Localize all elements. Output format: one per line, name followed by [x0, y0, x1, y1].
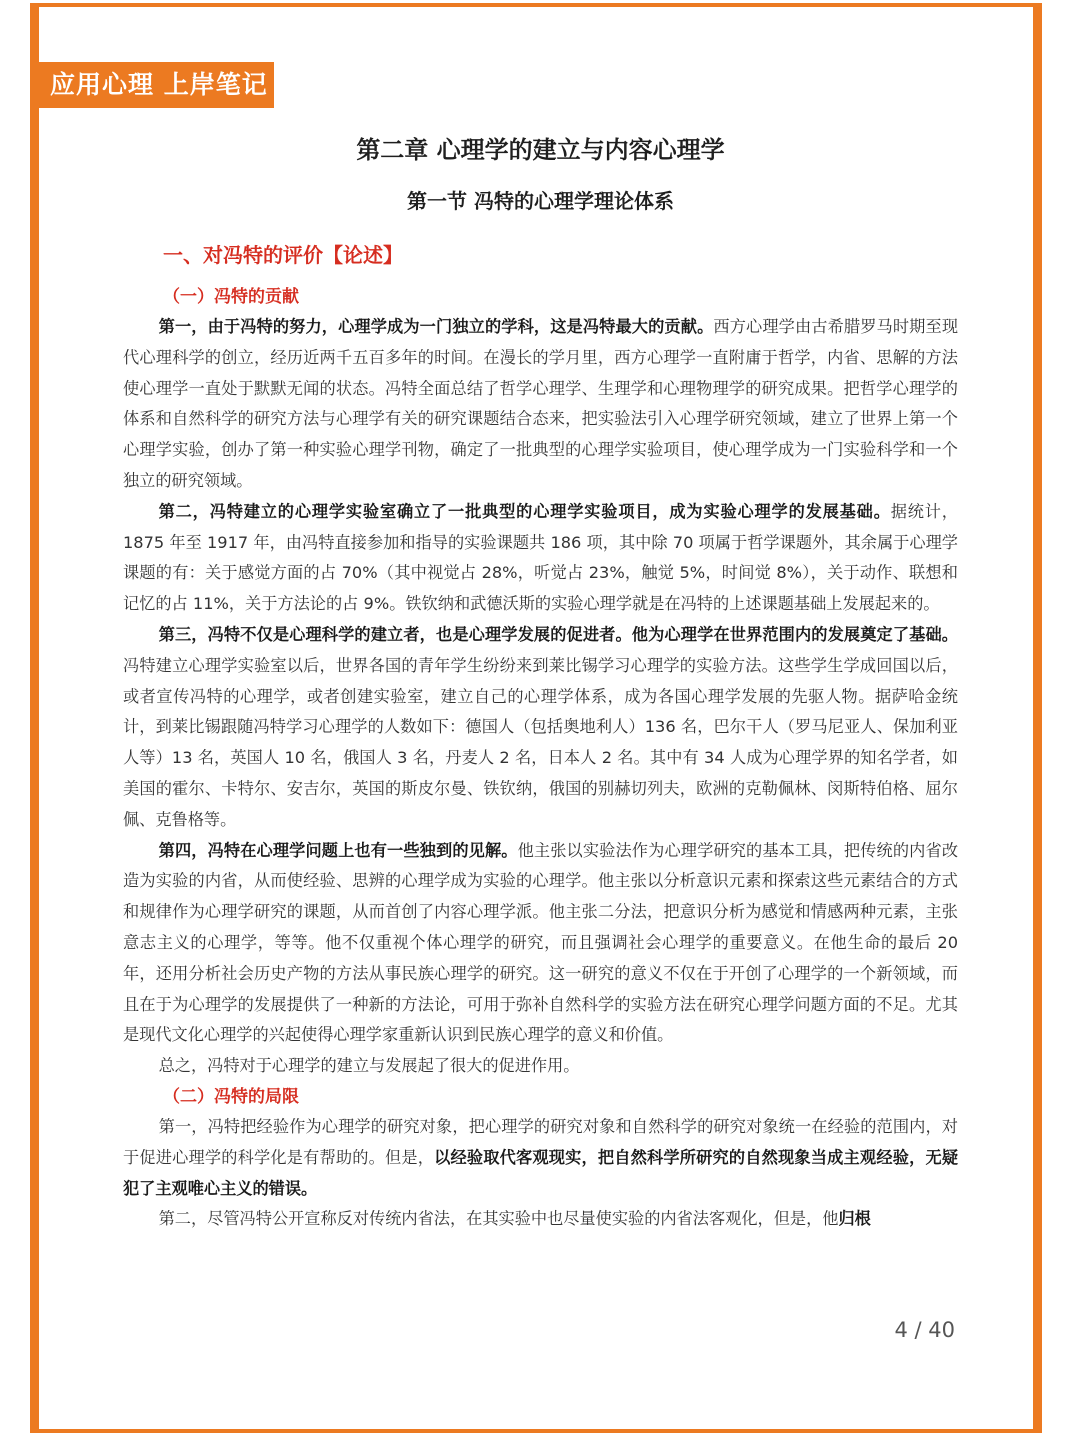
paragraph-contribution-1: [123, 312, 958, 497]
paragraph-text: 第二，尽管冯特公开宣称反对传统内省法，在其实验中也尽量使实验的内省法客观化，但是，他: [158, 1209, 839, 1229]
paragraph-text: 冯特建立心理学实验室以后，世界各国的青年学生纷纷来到莱比锡学习心理学的实验方法。这些学生学成回国以后，或者宣传冯特的心理学，或者创建实验室，建立自己的心理学体系，成为各国心理学发展的先驱人物。据萨哈金统计，到莱比锡跟随冯特学习心理学的人数如下：德国人（包括奥地利人）136 名，巴尔干人（罗马尼亚人、保加利亚人等）13 名，英国人 10 名，俄国人 3 名，丹麦人 2 名，日本人 2 名。其中有 34 人成为心理学界的知名学者，如美国的霍尔、卡特尔、安吉尔，英国的斯皮尔曼、铁钦纳，俄国的别赫切列夫，欧洲的克勒佩林、闵斯特伯格、屈尔佩、克鲁格等。: [123, 655, 958, 829]
paragraph-lead: 第四，冯特在心理学问题上也有一些独到的见解。: [158, 840, 518, 860]
page-number: 4 / 40: [894, 1318, 955, 1342]
chapter-title: 第二章 心理学的建立与内容心理学: [356, 136, 725, 164]
paragraph-limitation-2: [123, 1204, 958, 1235]
heading-evaluation: 一、对冯特的评价【论述】: [163, 243, 403, 267]
paragraph-text: 他主张以实验法作为心理学研究的基本工具，把传统的内省改造为实验的内省，从而使经验、思辨的心理学成为实验的心理学。他主张以分析意识元素和探索这些元素结合的方式和规律作为心理学研究的课题，从而首创了内容心理学派。他主张二分法，把意识分析为感觉和情感两种元素，主张意志主义的心理学，等等。他不仅重视个体心理学的研究，而且强调社会心理学的重要意义。在他生命的最后 20 年，还用分析社会历史产物的方法从事民族心理学的研究。这一研究的意义不仅在于开创了心理学的一个新领域，而且在于为心理学的发展提供了一种新的方法论，可用于弥补自然科学的实验方法在研究心理学问题方面的不足。尤其是现代文化心理学的兴起使得心理学家重新认识到民族心理学的意义和价值。: [123, 840, 959, 1045]
paragraph-text: 总之，冯特对于心理学的建立与发展起了很大的促进作用。: [158, 1056, 580, 1076]
paragraph-text: 第一，冯特把经验作为心理学的研究对象，把心理学的研究对象和自然科学的研究对象统一在经验的范围内，对于促进心理学的科学化是有帮助的。但是，: [123, 1116, 958, 1167]
paragraph-contribution-4: [123, 836, 958, 1052]
paragraph-contribution-3: [123, 620, 958, 836]
paragraph-summary: [123, 1051, 958, 1082]
brand-banner: 应用心理 上岸笔记: [37, 62, 274, 108]
paragraph-lead: 第三，冯特不仅是心理科学的建立者，也是心理学发展的促进者。他为心理学在世界范围内的发展奠定了基础。: [158, 624, 958, 644]
paragraph-lead: 第一，由于冯特的努力，心理学成为一门独立的学科，这是冯特最大的贡献。: [158, 317, 714, 336]
document-body: [123, 130, 958, 1235]
paragraph-text: 西方心理学由古希腊罗马时期至现代心理科学的创立，经历近两千五百多年的时间。在漫长的学月里，西方心理学一直附庸于哲学，内省、思解的方法使心理学一直处于默默无闻的状态。冯特全面总结了哲学心理学、生理学和心理物理学的研究成果。把哲学心理学的体系和自然科学的研究方法与心理学有关的研究课题结合态来，把实验法引入心理学研究领域，建立了世界上第一个心理学实验，创办了第一种实验心理学刊物，确定了一批典型的心理学实验项目，使心理学成为一门实验科学和一个独立的研究领域。: [123, 317, 959, 490]
paragraph-lead: 第二，冯特建立的心理学实验室确立了一批典型的心理学实验项目，成为实验心理学的发展基础。: [158, 501, 891, 521]
paragraph-emphasis: 归根: [838, 1209, 871, 1229]
section-title: 第一节 冯特的心理学理论体系: [407, 189, 674, 213]
paragraph-contribution-2: [123, 497, 958, 620]
paragraph-text: 据统计，1875 年至 1917 年，由冯特直接参加和指导的实验课题共 186 项，其中除 70 项属于哲学课题外，其余属于心理学课题的有：关于感觉方面的占 70%（其中视觉占 28%，听觉占 23%，触觉 5%，时间觉 8%），关于动作、联想和记忆的占 11%，关于方法论的占 9%。铁钦纳和武德沃斯的实验心理学就是在冯特的上述课题基础上发展起来的。: [123, 501, 958, 614]
paragraph-emphasis: 以经验取代客观现实，把自然科学所研究的自然现象当成主观经验，无疑犯了主观唯心主义的错误。: [123, 1147, 959, 1198]
paragraph-limitation-1: [123, 1112, 958, 1204]
subheading-contributions: （一）冯特的贡献: [163, 287, 299, 307]
subheading-limitations: （二）冯特的局限: [163, 1086, 299, 1107]
